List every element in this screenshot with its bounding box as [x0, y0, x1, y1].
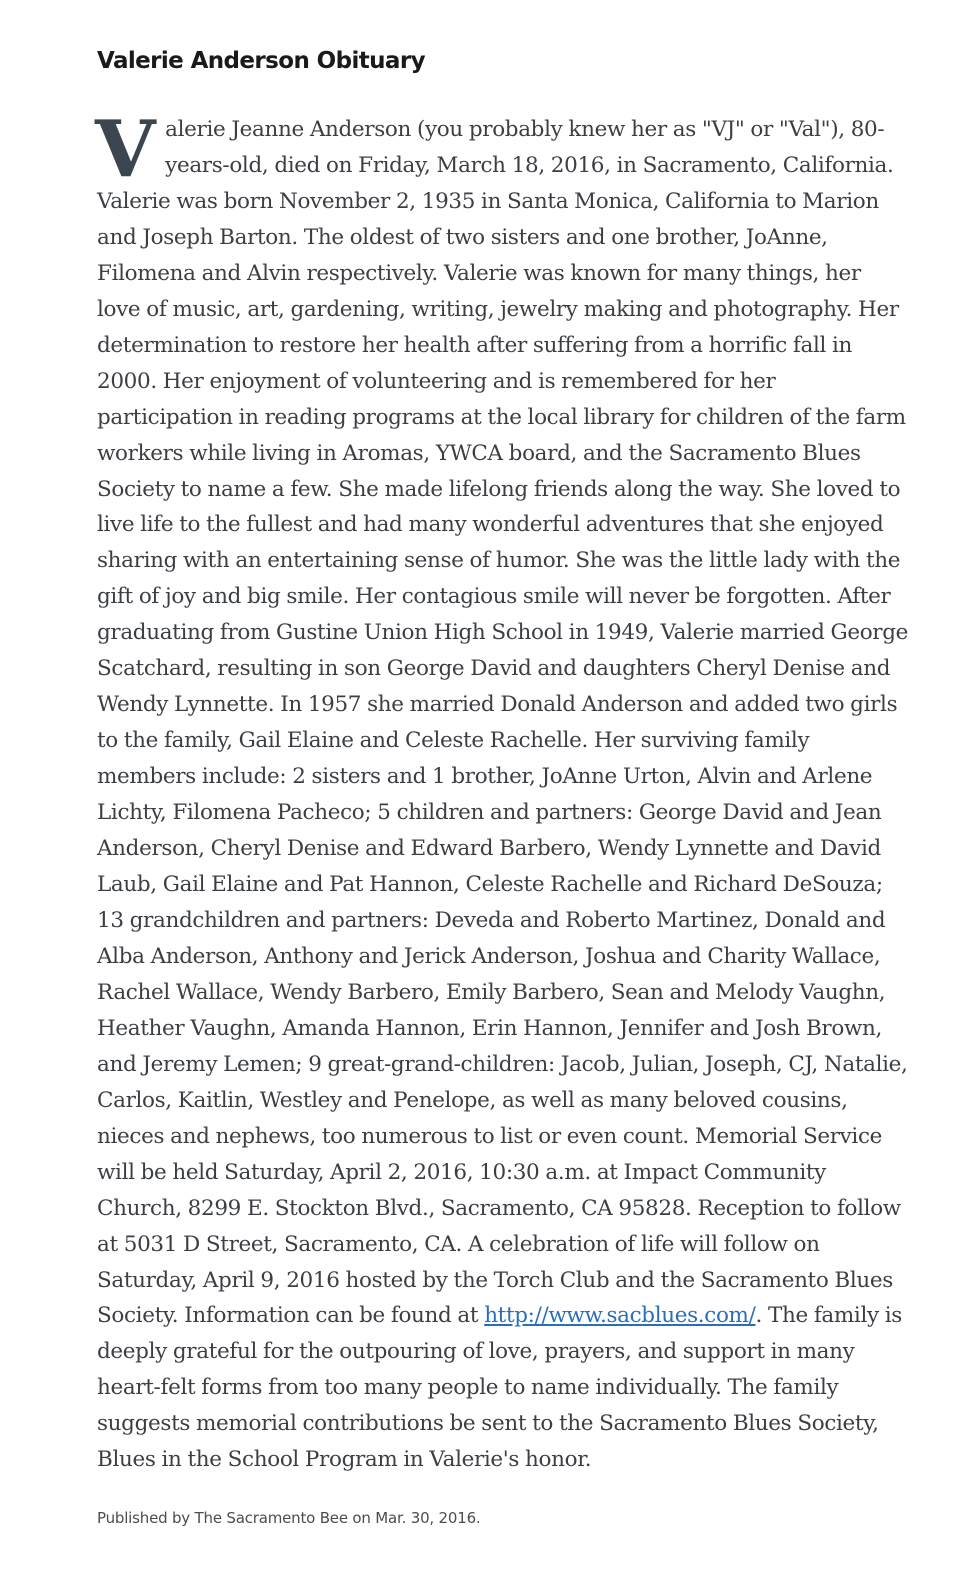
obituary-body — [95, 104, 909, 1478]
publication-byline: Published by The Sacramento Bee on Mar. 30, 2016. — [97, 1509, 481, 1527]
drop-cap-letter: V — [95, 104, 156, 195]
obituary-body-text-part1: alerie Jeanne Anderson (you probably knew her as "VJ" or "Val"), 80-years-old, died on Friday, March 18, 2016, in Sacramento, California. Valerie was born November 2, 1935 in Santa Monica, California to Marion and Joseph Barton. The oldest of two sisters and one brother, JoAnne, Filomena and Alvin respectively. Valerie was known for many things, her love of music, art, gardening, writing, jewelry making and photography. Her determination to restore her health after suffering from a horrific fall in 2000. Her enjoyment of volunteering and is remembered for her participation in reading programs at the local library for children of the farm workers while living in Aromas, YWCA board, and the Sacramento Blues Society to name a few. She made lifelong friends along the way. She loved to live life to the fullest and had many wonderful adventures that she enjoyed sharing with an entertaining sense of humor. She was the little lady with the gift of joy and big smile. Her contagious smile will never be forgotten. After graduating from Gustine Union High School in 1949, Valerie married George Scatchard, resulting in son George David and daughters Cheryl Denise and Wendy Lynnette. In 1957 she married Donald Anderson and added two girls to the family, Gail Elaine and Celeste Rachelle. Her surviving family members include: 2 sisters and 1 brother, JoAnne Urton, Alvin and Arlene Lichty, Filomena Pacheco; 5 children and partners: George David and Jean Anderson, Cheryl Denise and Edward Barbero, Wendy Lynnette and David Laub, Gail Elaine and Pat Hannon, Celeste Rachelle and Richard DeSouza; 13 grandchildren and partners: Deveda and Roberto Martinez, Donald and Alba Anderson, Anthony and Jerick Anderson, Joshua and Charity Wallace, Rachel Wallace, Wendy Barbero, Emily Barbero, Sean and Melody Vaughn, Heather Vaughn, Amanda Hannon, Erin Hannon, Jennifer and Josh Brown, and Jeremy Lemen; 9 great-grand-children: Jacob, Julian, Joseph, CJ, Natalie, Carlos, Kaitlin, Westley and Penelope, as well as many beloved cousins, nieces and nephews, too numerous to list or even count. Memorial Service will be held Saturday, April 2, 2016, 10:30 a.m. at Impact Community Church, 8299 E. Stockton Blvd., Sacramento, CA 95828. Reception to follow at 5031 D Street, Sacramento, CA. A celebration of life will follow on Saturday, April 9, 2016 hosted by the Torch Club and the Sacramento Blues Society. Information can be found at — [97, 117, 909, 1329]
obituary-body-text-part2: . The family is deeply grateful for the outpouring of love, prayers, and support in many heart-felt forms from too many people to name individually. The family suggests memorial contributions be sent to the Sacramento Blues Society, Blues in the School Program in Valerie's honor. — [97, 1303, 902, 1473]
obituary-title: Valerie Anderson Obituary — [97, 48, 425, 74]
sacblues-link[interactable]: http://www.sacblues.com/ — [484, 1303, 756, 1329]
